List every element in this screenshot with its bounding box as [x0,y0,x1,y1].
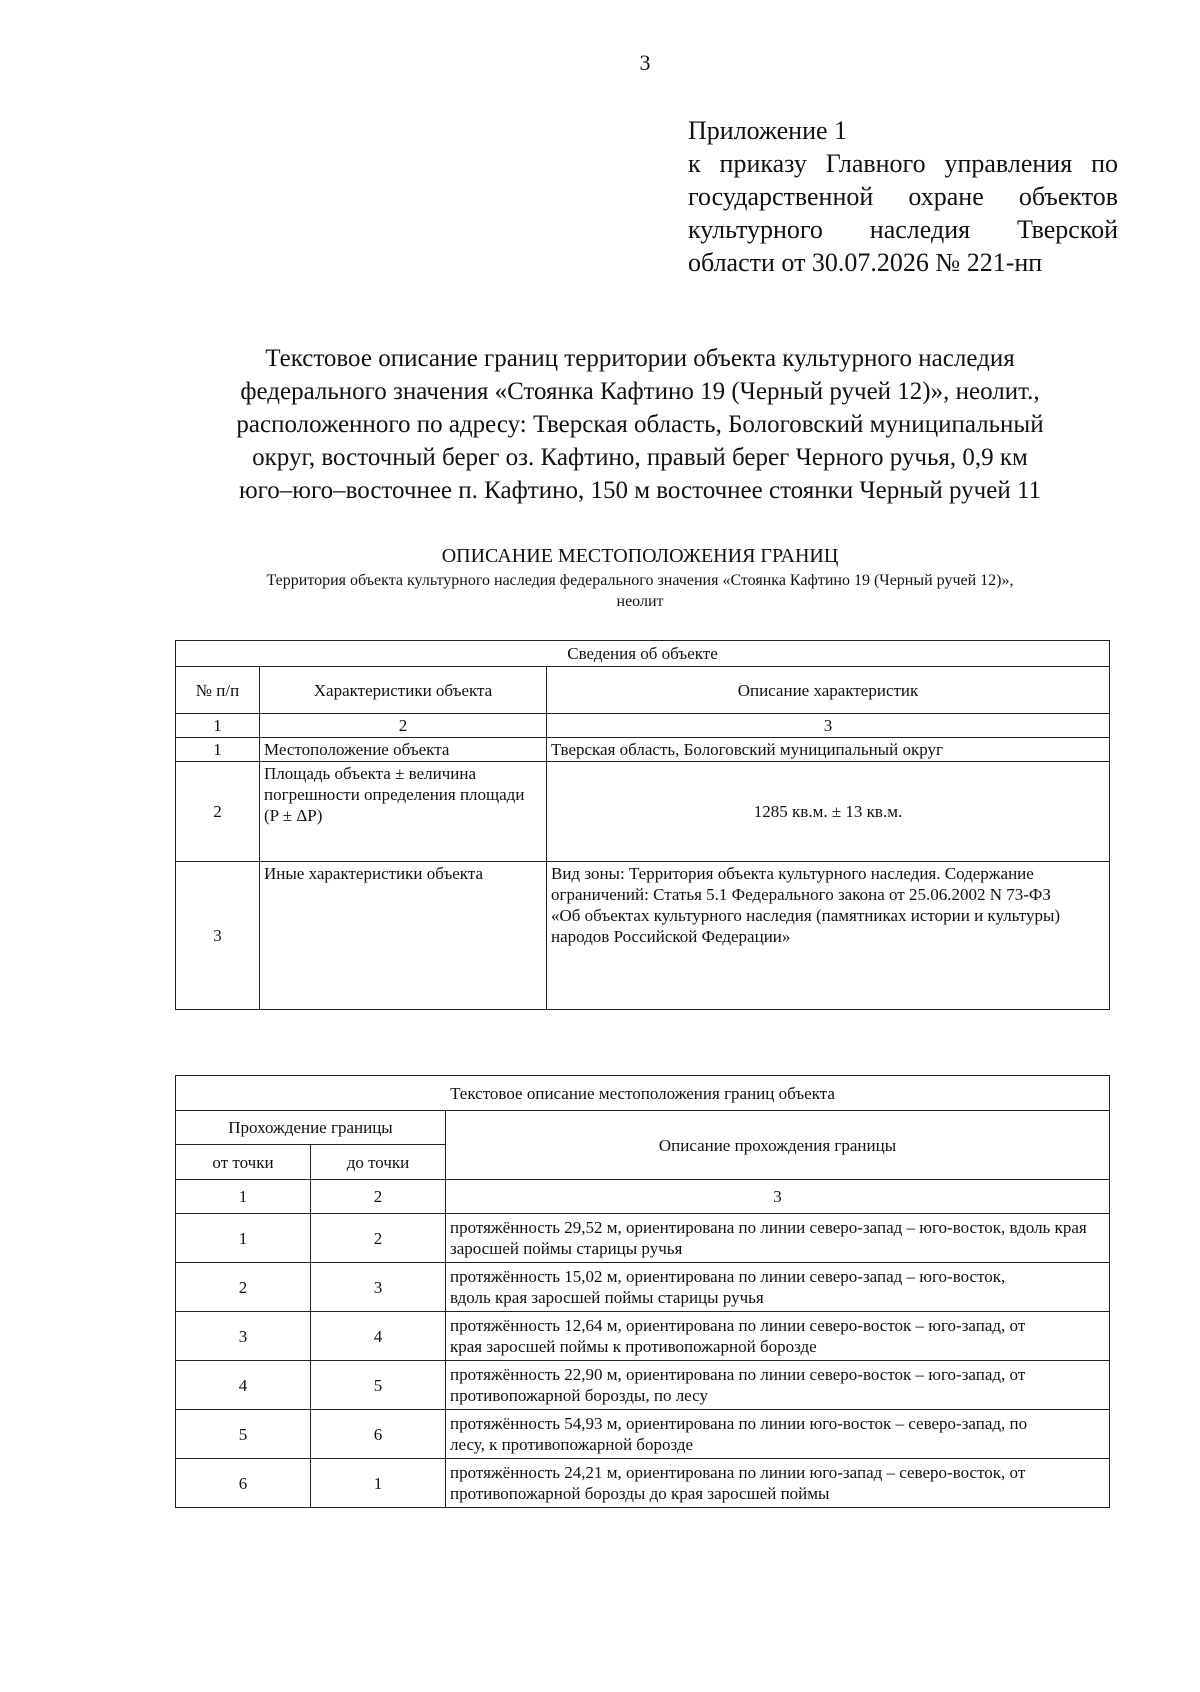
title-line-2: федерального значения «Стоянка Кафтино 19 (Черный ручей 12)», неолит., [240,378,1040,405]
table-row [176,1459,1110,1508]
row-to: 4 [311,1312,446,1361]
section-subtitle-line-1: Территория объекта культурного наследия федерального значения «Стоянка Кафтино 19 (Черный ручей 12)», [266,572,1014,589]
row-characteristic: Площадь объекта ± величина погрешности определения площади (P ± ΔP) [260,762,547,862]
table-row [176,1361,1110,1410]
row-from: 1 [176,1214,311,1263]
col-number-2: 2 [311,1180,446,1214]
col-number-2: 2 [260,714,547,738]
row-to: 1 [311,1459,446,1508]
row-description: протяжённость 12,64 м, ориентирована по линии северо-восток – юго-запад, от края заросшей поймы к противопожарной борозде [446,1312,1110,1361]
header-boundary-description: Описание прохождения границы [446,1111,1110,1180]
table-row [176,1312,1110,1361]
object-table-caption: Сведения об объекте [176,641,1110,667]
object-info-table [175,640,1110,1010]
title-line-1: Текстовое описание границ территории объекта культурного наследия [265,345,1015,372]
row-to: 5 [311,1361,446,1410]
table-row [176,1410,1110,1459]
row-description: Тверская область, Бологовский муниципальный округ [547,738,1110,762]
table-row [176,1214,1110,1263]
appendix-line-4: культурного наследия Тверской [688,215,1118,244]
table-row [176,1263,1110,1312]
section-heading: ОПИСАНИЕ МЕСТОПОЛОЖЕНИЯ ГРАНИЦ [441,545,839,567]
row-from: 4 [176,1361,311,1410]
col-number-3: 3 [446,1180,1110,1214]
boundary-table-caption: Текстовое описание местоположения границ объекта [176,1076,1110,1111]
row-characteristic: Иные характеристики объекта [260,862,547,1010]
table-row [176,762,1110,862]
row-from: 5 [176,1410,311,1459]
header-from-point: от точки [176,1145,311,1180]
appendix-line-5: области от 30.07.2026 № 221-нп [688,248,1043,277]
row-to: 3 [311,1263,446,1312]
document-title [170,342,1110,507]
row-from: 3 [176,1312,311,1361]
row-num: 1 [176,738,260,762]
title-line-5: юго–юго–восточнее п. Кафтино, 150 м восточнее стоянки Черный ручей 11 [238,477,1042,504]
row-description: протяжённость 22,90 м, ориентирована по линии северо-восток – юго-запад, от противопожарной борозды, по лесу [446,1361,1110,1410]
row-characteristic: Местоположение объекта [260,738,547,762]
row-from: 6 [176,1459,311,1508]
row-description: Вид зоны: Территория объекта культурного наследия. Содержание ограничений: Статья 5.1 Федерального закона от 25.06.2002 N 73-ФЗ «Об объектах культурного наследия (памятниках истории и культуры) народов Российской Федерации» [547,862,1110,1010]
appendix-line-1: Приложение 1 [688,116,848,145]
boundary-table [175,1075,1110,1508]
header-characteristic: Характеристики объекта [260,667,547,714]
section-subtitle-line-2: неолит [616,593,664,610]
title-line-4: округ, восточный берег оз. Кафтино, правый берег Черного ручья, 0,9 км [252,444,1028,471]
row-description: протяжённость 29,52 м, ориентирована по линии северо-запад – юго-восток, вдоль края заросшей поймы старицы ручья [446,1214,1110,1263]
row-from: 2 [176,1263,311,1312]
row-description: протяжённость 54,93 м, ориентирована по линии юго-восток – северо-запад, по лесу, к противопожарной борозде [446,1410,1110,1459]
row-to: 6 [311,1410,446,1459]
table-row [176,738,1110,762]
header-to-point: до точки [311,1145,446,1180]
appendix-line-2: к приказу Главного управления по [688,149,1118,178]
header-description: Описание характеристик [547,667,1110,714]
row-description: 1285 кв.м. ± 13 кв.м. [547,762,1110,862]
appendix-block [688,114,1118,279]
col-number-3: 3 [547,714,1110,738]
header-boundary-passage: Прохождение границы [176,1111,446,1145]
col-number-1: 1 [176,714,260,738]
section-subtitle [160,570,1120,612]
row-description: протяжённость 15,02 м, ориентирована по линии северо-запад – юго-восток, вдоль края заросшей поймы старицы ручья [446,1263,1110,1312]
row-to: 2 [311,1214,446,1263]
row-num: 2 [176,762,260,862]
appendix-line-3: государственной охране объектов [688,182,1118,211]
header-num: № п/п [176,667,260,714]
table-row [176,862,1110,1010]
row-description: протяжённость 24,21 м, ориентирована по линии юго-запад – северо-восток, от противопожарной борозды до края заросшей поймы [446,1459,1110,1508]
title-line-3: расположенного по адресу: Тверская область, Бологовский муниципальный [236,411,1044,438]
page-number: 3 [639,50,651,75]
row-num: 3 [176,862,260,1010]
col-number-1: 1 [176,1180,311,1214]
